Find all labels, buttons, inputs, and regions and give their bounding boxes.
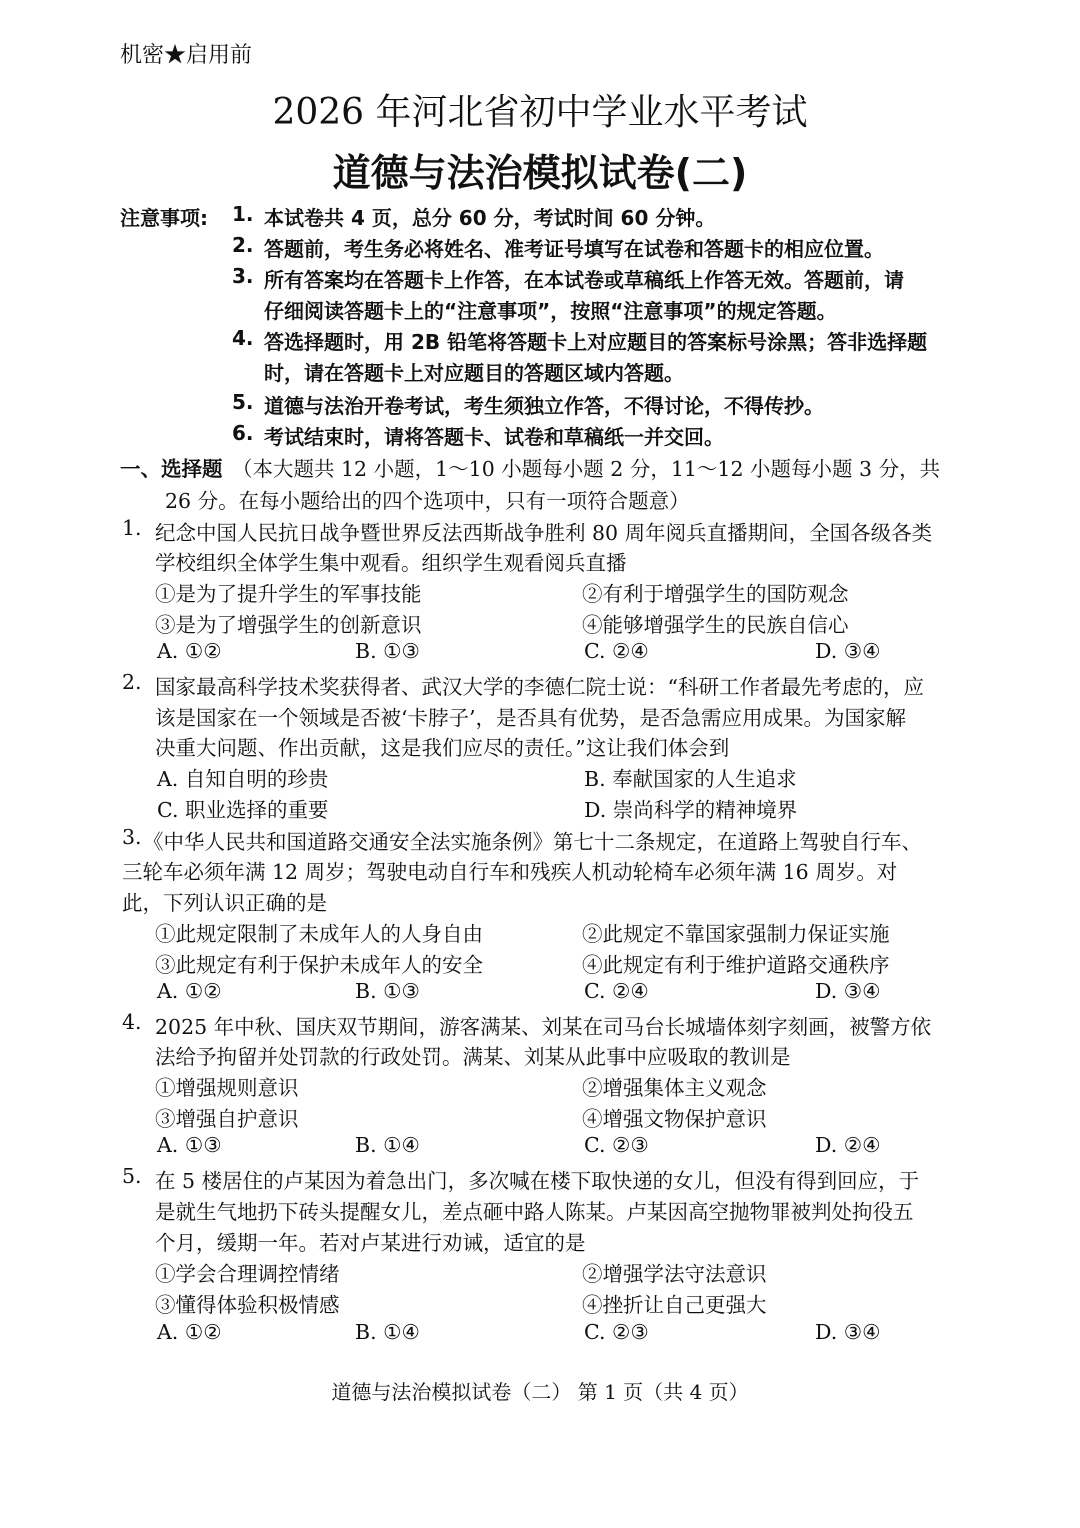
- note-3-num: 3.: [232, 264, 254, 288]
- question-2-option-b: B. 奉献国家的人生追求: [584, 767, 797, 791]
- question-3-statement-3: ③此规定有利于保护未成年人的安全: [155, 953, 483, 977]
- question-5-option-a: A. ①②: [157, 1320, 222, 1344]
- question-2-number: 2.: [122, 670, 142, 694]
- question-1-statement-2: ②有利于增强学生的国防观念: [582, 582, 849, 606]
- question-5-statement-1: ①学会合理调控情绪: [155, 1262, 340, 1286]
- question-4-statement-3: ③增强自护意识: [155, 1107, 299, 1131]
- section-instructions-line1: （本大题共 12 小题，1～10 小题每小题 2 分，11～12 小题每小题 3 分，共: [232, 457, 941, 481]
- notes-label: 注意事项:: [120, 206, 208, 230]
- question-4-option-a: A. ①③: [157, 1133, 222, 1157]
- question-2-stem-line3: 决重大问题、作出贡献，这是我们应尽的责任。”这让我们体会到: [155, 736, 730, 760]
- question-5-option-d: D. ③④: [815, 1320, 881, 1344]
- question-3-option-c: C. ②④: [584, 979, 649, 1003]
- question-4-option-b: B. ①④: [355, 1133, 420, 1157]
- question-3-statement-1: ①此规定限制了未成年人的人身自由: [155, 922, 483, 946]
- question-1-option-b: B. ①③: [355, 639, 420, 663]
- page-footer: 道德与法治模拟试卷（二） 第 1 页（共 4 页）: [331, 1380, 749, 1404]
- question-3-statement-2: ②此规定不靠国家强制力保证实施: [582, 922, 890, 946]
- note-3-text-line2: 仔细阅读答题卡上的“注意事项”，按照“注意事项”的规定答题。: [264, 299, 837, 323]
- question-4-option-c: C. ②③: [584, 1133, 649, 1157]
- note-1-num: 1.: [232, 202, 254, 226]
- section-instructions-line2: 26 分。在每小题给出的四个选项中，只有一项符合题意）: [165, 489, 690, 513]
- note-2-num: 2.: [232, 233, 254, 257]
- question-4-stem-line2: 法给予拘留并处罚款的行政处罚。满某、刘某从此事中应吸取的教训是: [155, 1045, 791, 1069]
- question-2-option-c: C. 职业选择的重要: [157, 798, 329, 822]
- question-5-statement-2: ②增强学法守法意识: [582, 1262, 767, 1286]
- question-5-option-b: B. ①④: [355, 1320, 420, 1344]
- question-3-option-a: A. ①②: [157, 979, 222, 1003]
- question-5-number: 5.: [122, 1164, 142, 1188]
- question-5-stem-line3: 个月，缓期一年。若对卢某进行劝诫，适宜的是: [155, 1231, 586, 1255]
- paper-title: 道德与法治模拟试卷(二): [332, 151, 748, 195]
- question-5-option-c: C. ②③: [584, 1320, 649, 1344]
- question-1-option-c: C. ②④: [584, 639, 649, 663]
- note-6-num: 6.: [232, 421, 254, 445]
- note-4-text-line1: 答选择题时，用 2B 铅笔将答题卡上对应题目的答案标号涂黑；答非选择题: [264, 330, 928, 354]
- question-2-stem-line2: 该是国家在一个领域是否被‘卡脖子’，是否具有优势，是否急需应用成果。为国家解: [155, 706, 907, 730]
- question-4-option-d: D. ②④: [815, 1133, 881, 1157]
- question-5-statement-4: ④挫折让自己更强大: [582, 1293, 767, 1317]
- question-1-option-a: A. ①②: [157, 639, 222, 663]
- note-5-text: 道德与法治开卷考试，考生须独立作答，不得讨论，不得传抄。: [264, 394, 824, 418]
- confidential-label: 机密★启用前: [120, 43, 253, 68]
- question-5-stem-line2: 是就生气地扔下砖头提醒女儿，差点砸中路人陈某。卢某因高空抛物罪被判处拘役五: [155, 1200, 914, 1224]
- question-3-option-d: D. ③④: [815, 979, 881, 1003]
- note-6-text: 考试结束时，请将答题卡、试卷和草稿纸一并交回。: [264, 425, 724, 449]
- question-3-stem-line3: 此，下列认识正确的是: [122, 891, 327, 915]
- question-5-stem-line1: 在 5 楼居住的卢某因为着急出门，多次喊在楼下取快递的女儿，但没有得到回应，于: [155, 1169, 920, 1193]
- question-4-statement-1: ①增强规则意识: [155, 1076, 299, 1100]
- question-4-statement-2: ②增强集体主义观念: [582, 1076, 767, 1100]
- question-3-stem-line1: 《中华人民共和国道路交通安全法实施条例》第七十二条规定，在道路上驾驶自行车、: [143, 830, 922, 854]
- question-4-number: 4.: [122, 1010, 142, 1034]
- note-2-text: 答题前，考生务必将姓名、准考证号填写在试卷和答题卡的相应位置。: [264, 237, 884, 261]
- note-1-text: 本试卷共 4 页，总分 60 分，考试时间 60 分钟。: [264, 206, 716, 230]
- question-2-option-d: D. 崇尚科学的精神境界: [584, 798, 798, 822]
- question-1-stem-line1: 纪念中国人民抗日战争暨世界反法西斯战争胜利 80 周年阅兵直播期间，全国各级各类: [155, 521, 933, 545]
- question-1-number: 1.: [122, 516, 142, 540]
- question-3-stem-line2: 三轮车必须年满 12 周岁；驾驶电动自行车和残疾人机动轮椅车必须年满 16 周岁。对: [122, 860, 898, 884]
- question-1-statement-1: ①是为了提升学生的军事技能: [155, 582, 422, 606]
- note-3-text-line1: 所有答案均在答题卡上作答，在本试卷或草稿纸上作答无效。答题前，请: [264, 268, 904, 292]
- question-2-stem-line1: 国家最高科学技术奖获得者、武汉大学的李德仁院士说：“科研工作者最先考虑的，应: [155, 675, 924, 699]
- section-label: 一、选择题: [120, 457, 223, 481]
- question-3-statement-4: ④此规定有利于维护道路交通秩序: [582, 953, 890, 977]
- question-4-statement-4: ④增强文物保护意识: [582, 1107, 767, 1131]
- question-2-option-a: A. 自知自明的珍贵: [157, 767, 329, 791]
- note-5-num: 5.: [232, 390, 254, 414]
- note-4-text-line2: 时，请在答题卡上对应题目的答题区域内答题。: [264, 361, 684, 385]
- exam-title: 2026 年河北省初中学业水平考试: [272, 92, 808, 133]
- note-4-num: 4.: [232, 326, 254, 350]
- question-1-stem-line2: 学校组织全体学生集中观看。组织学生观看阅兵直播: [155, 551, 627, 575]
- question-1-statement-3: ③是为了增强学生的创新意识: [155, 613, 422, 637]
- question-3-number: 3.: [122, 825, 142, 849]
- question-1-option-d: D. ③④: [815, 639, 881, 663]
- question-5-statement-3: ③懂得体验积极情感: [155, 1293, 340, 1317]
- question-3-option-b: B. ①③: [355, 979, 420, 1003]
- question-4-stem-line1: 2025 年中秋、国庆双节期间，游客满某、刘某在司马台长城墙体刻字刻画，被警方依: [155, 1015, 932, 1039]
- question-1-statement-4: ④能够增强学生的民族自信心: [582, 613, 849, 637]
